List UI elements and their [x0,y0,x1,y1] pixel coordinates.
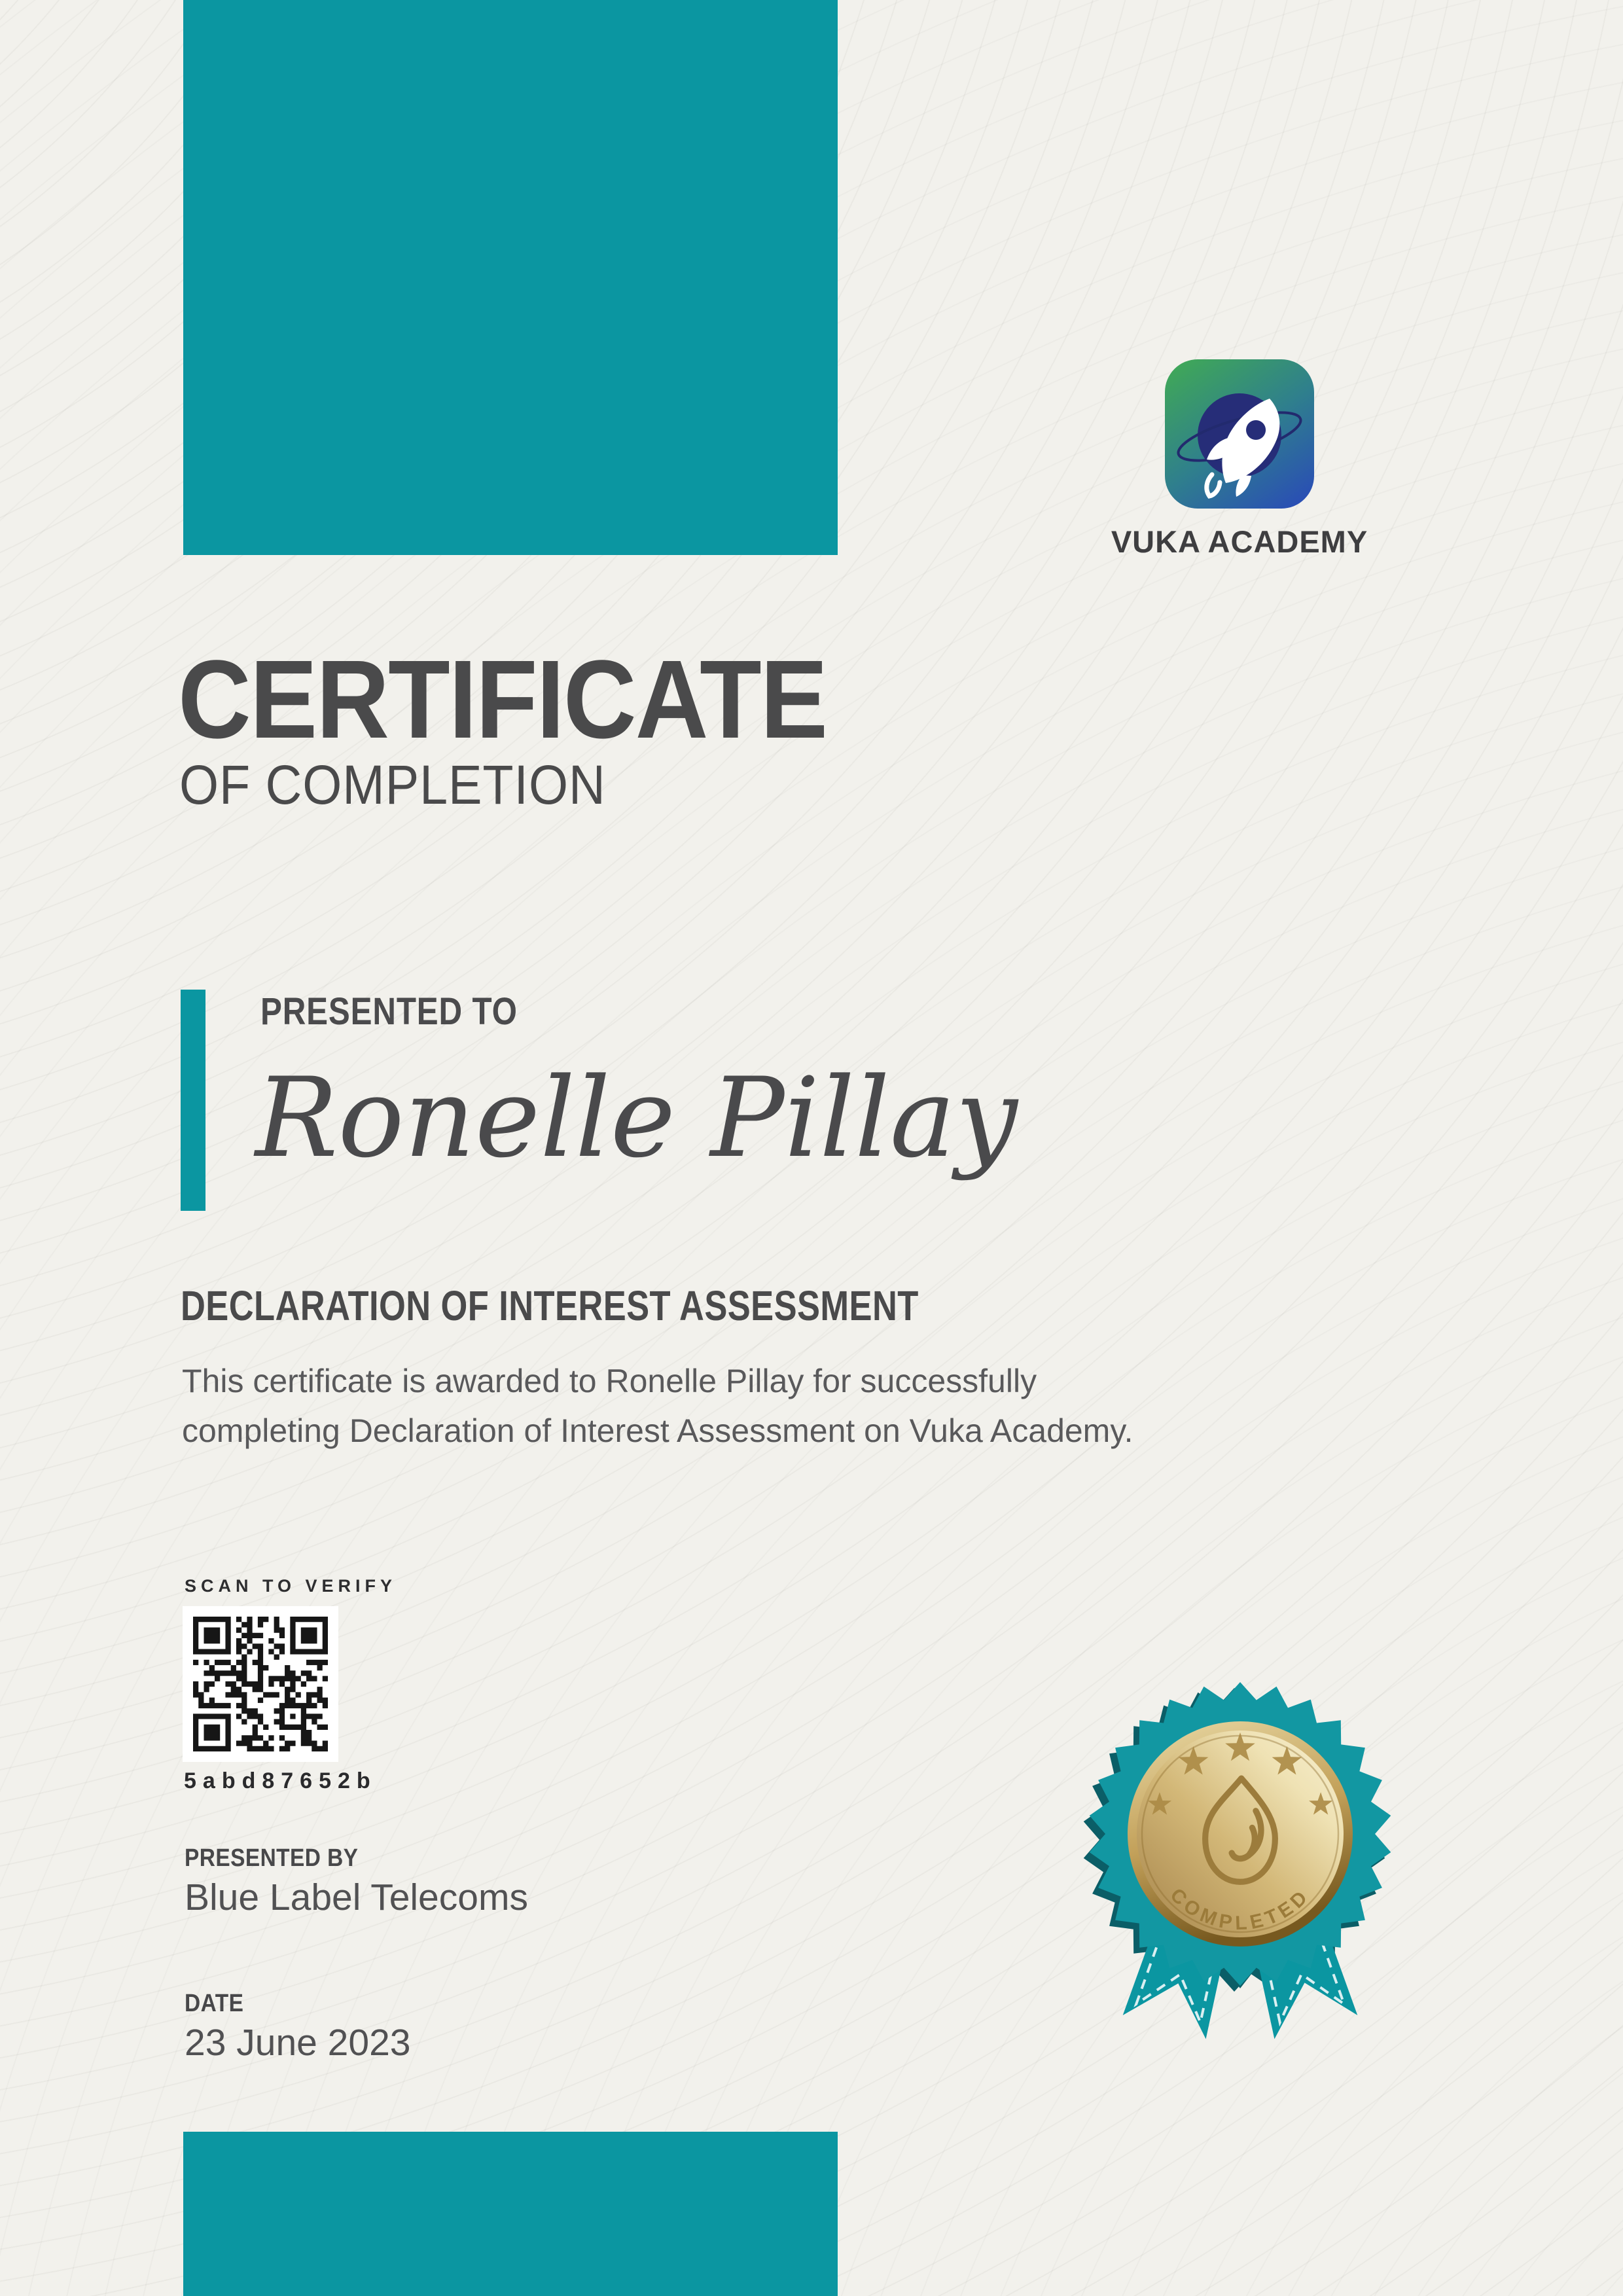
verification-code: 5abd87652b [184,1768,377,1793]
presented-to-label: PRESENTED TO [260,990,518,1033]
scan-to-verify-label: SCAN TO VERIFY [185,1576,397,1596]
completion-badge [1065,1673,1415,2066]
presented-by-label: PRESENTED BY [185,1844,359,1872]
rocket-logo-icon [1165,359,1314,509]
date-label: DATE [185,1990,244,2017]
medal-face [1137,1731,1344,1937]
presented-to-accent-bar [181,990,205,1211]
presenter-name: Blue Label Telecoms [185,1876,528,1918]
bottom-accent-block [183,2132,838,2296]
date-value: 23 June 2023 [185,2022,411,2064]
course-description-line2: completing Declaration of Interest Assessment on Vuka Academy. [182,1412,1133,1449]
recipient-name: Ronelle Pillay [255,1054,1018,1182]
course-title: DECLARATION OF INTEREST ASSESSMENT [181,1282,919,1329]
brand-name: VUKA ACADEMY [1111,524,1368,559]
top-accent-block [183,0,838,555]
certificate-title: CERTIFICATE [178,637,827,762]
qr-code [183,1606,338,1762]
course-description [182,1356,1133,1456]
certificate-subtitle: OF COMPLETION [179,754,606,816]
completed-label: COMPLETED [1166,1884,1315,1935]
qr-code-icon [193,1617,328,1751]
course-description-line1: This certificate is awarded to Ronelle Pillay for successfully [182,1363,1037,1399]
